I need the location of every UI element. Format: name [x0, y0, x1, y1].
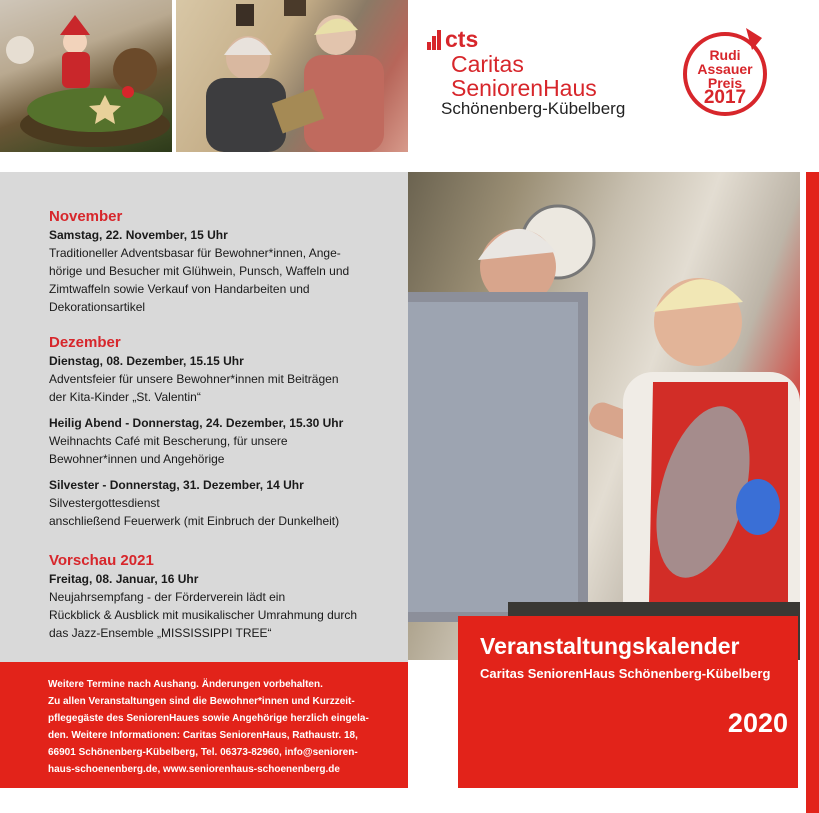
- brand-name-line2: SeniorenHaus: [451, 75, 597, 101]
- event-line: Rückblick & Ausblick mit musikalischer Umrahmung durch: [49, 608, 358, 622]
- cooking-activity-photo: [408, 172, 800, 660]
- event-line: hörige und Besucher mit Glühwein, Punsch, Waffeln und: [49, 264, 350, 278]
- cts-logo-mark: [427, 26, 507, 52]
- event-date: Dienstag, 08. Dezember, 15.15 Uhr: [49, 354, 244, 368]
- event-line: Adventsfeier für unsere Bewohner*innen mit Beiträgen: [49, 372, 339, 386]
- cts-bars-icon: [427, 28, 445, 52]
- event-line: das Jazz-Ensemble „MISSISSIPPI TREE“: [49, 626, 272, 640]
- brand-name-line1: Caritas: [451, 51, 524, 77]
- event-line: Traditioneller Adventsbasar für Bewohner*innen, Ange-: [49, 246, 341, 260]
- section-heading: Vorschau 2021: [49, 552, 154, 569]
- calendar-subtitle: Caritas SeniorenHaus Schönenberg-Kübelberg: [480, 666, 771, 681]
- section-heading: November: [49, 208, 123, 225]
- award-year: 2017: [703, 87, 747, 108]
- section-heading: Dezember: [49, 334, 121, 351]
- event-line: der Kita-Kinder „St. Valentin“: [49, 390, 201, 404]
- resident-visit-photo: [176, 0, 408, 152]
- event-date: Heilig Abend - Donnerstag, 24. Dezember, 15.30 Uhr: [49, 416, 344, 430]
- award-line2: Assauer: [697, 61, 753, 77]
- christmas-decoration-photo: [0, 0, 172, 152]
- brand-location: Schönenberg-Kübelberg: [441, 99, 626, 118]
- event-line: Dekorationsartikel: [49, 300, 146, 314]
- section-november: [49, 208, 389, 316]
- event-date: Freitag, 08. Januar, 16 Uhr: [49, 572, 199, 586]
- award-line1: Rudi: [709, 47, 741, 63]
- footer-line: Zu allen Veranstaltungen sind die Bewohner*innen und Kurzzeit-: [48, 696, 355, 707]
- cts-wordmark: cts: [445, 26, 479, 52]
- event-date: Samstag, 22. November, 15 Uhr: [49, 228, 228, 242]
- event-line: Neujahrsempfang - der Förderverein lädt ein: [49, 590, 286, 604]
- calendar-title: Veranstaltungskalender: [480, 633, 740, 659]
- event-line: Silvestergottesdienst: [49, 496, 160, 510]
- section-dezember: [49, 334, 389, 530]
- section-vorschau: [49, 552, 389, 642]
- footer-line: den. Weitere Informationen: Caritas SeniorenHaus, Rathaustr. 18,: [48, 730, 358, 741]
- event-line: Weihnachts Café mit Bescherung, für unsere: [49, 434, 288, 448]
- award-seal: [678, 24, 772, 118]
- footer-line: 66901 Schönenberg-Kübelberg, Tel. 06373-82960, info@senioren-: [48, 747, 358, 758]
- calendar-year: 2020: [727, 708, 788, 738]
- award-line3: Preis: [707, 75, 743, 91]
- event-line: Bewohner*innen und Angehörige: [49, 452, 225, 466]
- event-date: Silvester - Donnerstag, 31. Dezember, 14 Uhr: [49, 478, 304, 492]
- footer-line: pflegegäste des SeniorenHaues sowie Angehörige herzlich eingela-: [48, 713, 369, 724]
- event-line: anschließend Feuerwerk (mit Einbruch der Dunkelheit): [49, 514, 340, 528]
- event-line: Zimtwaffeln sowie Verkauf von Handarbeiten und: [49, 282, 310, 296]
- right-accent-gap: [802, 172, 806, 813]
- footer-info-text: [48, 676, 388, 778]
- footer-line: haus-schoenenberg.de, www.seniorenhaus-schoenenberg.de: [48, 764, 340, 775]
- footer-line: Weitere Termine nach Aushang. Änderungen vorbehalten.: [48, 679, 323, 690]
